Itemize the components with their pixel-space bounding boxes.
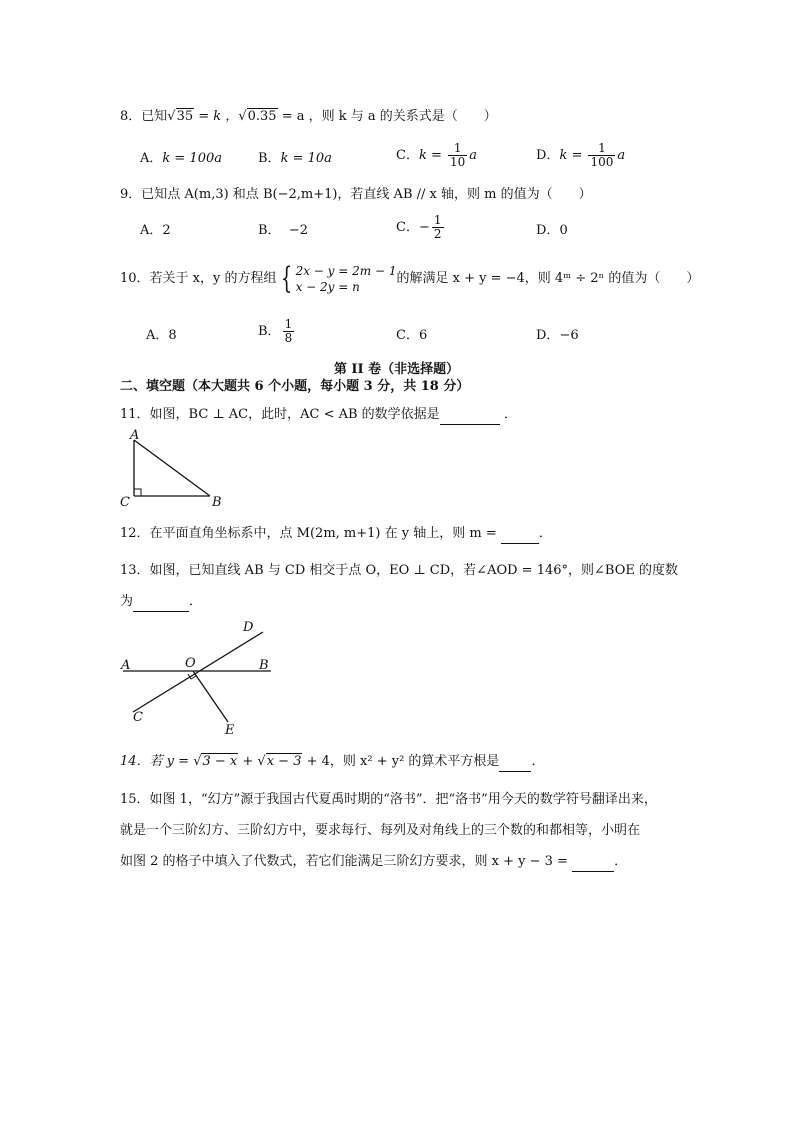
label-d: D	[243, 620, 254, 635]
q10-option-a[interactable]: A．8	[146, 328, 177, 343]
sqrt-35: 35	[176, 109, 194, 124]
answer-blank-13[interactable]	[133, 593, 189, 612]
question-15-line1: 15．如图 1，“幻方”源于我国古代夏禹时期的“洛书”．把“洛书”用今天的数学符号翻译出来，	[120, 792, 657, 807]
answer-blank-15[interactable]	[572, 853, 614, 872]
equation-system: 2x − y = 2m − 1 x − 2y = n	[295, 263, 397, 294]
q8-option-b[interactable]: B．k = 10a	[258, 151, 332, 166]
label-a: A	[121, 658, 131, 673]
label-c: C	[133, 710, 143, 725]
section-title: 第 II 卷（非选择题）	[333, 362, 460, 377]
q10-option-c[interactable]: C．6	[396, 328, 428, 343]
q10-option-d[interactable]: D．−6	[536, 328, 579, 343]
question-11-stem: 11．如图，BC ⊥ AC，此时，AC < AB 的数学依据是 ．	[120, 406, 517, 425]
q9-option-d[interactable]: D．0	[536, 223, 568, 238]
question-9-stem: 9．已知点 A(m,3) 和点 B(−2,m+1)，若直线 AB // x 轴，则 m 的值为（ ）	[120, 187, 592, 202]
question-14-stem: 14．若 y = √3 − x + √x − 3 + 4，则 x² + y² 的算术平方根是 ．	[120, 753, 544, 772]
segment-ab	[134, 440, 210, 496]
label-o: O	[185, 656, 196, 671]
label-b: B	[259, 658, 269, 673]
answer-blank-11[interactable]	[440, 406, 500, 425]
question-15-line2: 就是一个三阶幻方、三阶幻方中，要求每行、每列及对角线上的三个数的和都相等，小明在	[120, 823, 641, 838]
sqrt-3-minus-x: 3 − x	[202, 754, 238, 769]
q9-option-a[interactable]: A．2	[140, 223, 171, 238]
q8-option-c[interactable]: C．k = $\frac{1}{10}$ a	[396, 141, 478, 169]
q9-option-b[interactable]: B． −2	[258, 223, 308, 238]
label-c: C	[120, 495, 130, 510]
question-13-line1: 13．如图，已知直线 AB 与 CD 相交于点 O，EO ⊥ CD，若∠AOD = 146°，则∠BOE 的度数	[120, 563, 678, 578]
question-12-stem: 12．在平面直角坐标系中，点 M(2m, m+1) 在 y 轴上，则 m = ．	[120, 525, 552, 544]
q8-option-a[interactable]: A．k = 100a	[140, 151, 222, 166]
label-b: B	[212, 495, 222, 510]
q9-option-c[interactable]: C．− $\frac{1}{2}$	[396, 213, 442, 241]
question-10-stem: 10．若关于 x，y 的方程组 { 2x − y = 2m − 1 x − 2y = n 的解满足 x + y = −4，则 4ᵐ ÷ 2ⁿ 的值为（ ）	[120, 260, 700, 296]
sqrt-0-35: 0.35	[247, 109, 277, 124]
question-13-line2: 为 ．	[120, 593, 202, 612]
line-cd	[133, 632, 263, 712]
q11-triangle-figure	[118, 428, 228, 512]
label-e: E	[225, 723, 235, 738]
system-brace: {	[280, 260, 292, 296]
answer-blank-12[interactable]	[501, 525, 539, 544]
q10-option-b[interactable]: B． $\frac{1}{8}$	[258, 317, 293, 345]
question-8-stem: 8．已知√35 = k ，√0.35 = a ，则 k 与 a 的关系式是（ ）	[120, 109, 497, 124]
ray-oe	[193, 671, 228, 722]
question-number: 8．	[120, 109, 142, 124]
question-15-line3: 如图 2 的格子中填入了代数式，若它们能满足三阶幻方要求，则 x + y − 3 = ．	[120, 853, 627, 872]
q13-lines-figure	[115, 616, 280, 741]
right-angle-mark	[134, 489, 141, 496]
q8-option-d[interactable]: D．k = $\frac{1}{100}$ a	[536, 141, 626, 169]
part2-heading: 二、填空题（本大题共 6 个小题，每小题 3 分，共 18 分）	[120, 379, 470, 394]
sqrt-x-minus-3: x − 3	[266, 754, 302, 769]
label-a: A	[130, 428, 140, 443]
answer-blank-14[interactable]	[499, 753, 531, 772]
